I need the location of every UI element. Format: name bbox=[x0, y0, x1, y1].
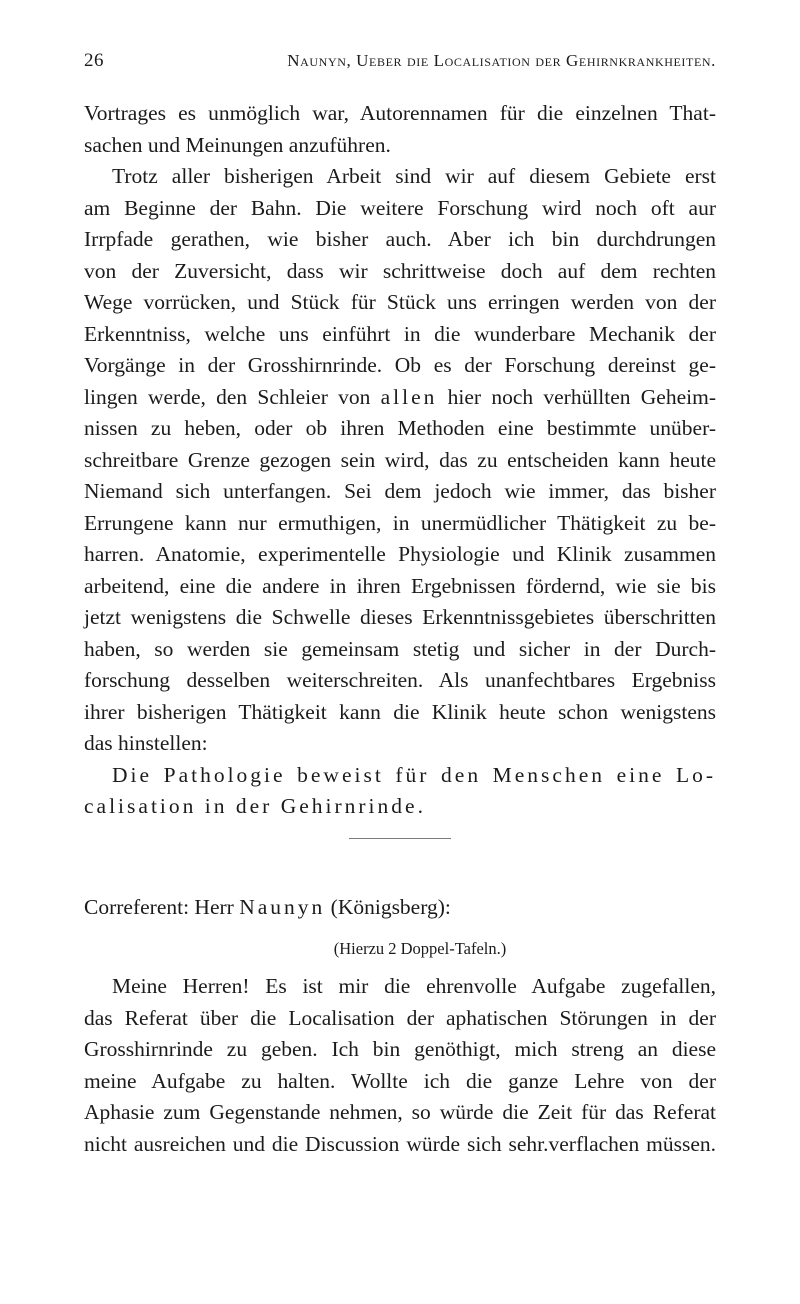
text-line: meine Aufgabe zu halten. Wollte ich die ganze Lehre von der bbox=[84, 1068, 716, 1093]
emphasized-line: calisation in der Gehirnrinde. bbox=[84, 794, 426, 818]
text-line: Aphasie zum Gegenstande nehmen, so würde die Zeit für das Referat bbox=[84, 1100, 716, 1124]
text-line: Errungene kann nur ermuthigen, in unermüdlicher Thätigkeit zu be- bbox=[84, 510, 716, 535]
text-line: das Referat über die Localisation der aphatischen Störungen in der bbox=[84, 1005, 716, 1030]
text-line: Grosshirnrinde zu geben. Ich bin genöthigt, mich streng an diese bbox=[84, 1037, 716, 1061]
text-line: Wege vorrücken, und Stück für Stück uns erringen werden von der bbox=[84, 290, 716, 314]
speaker-name: Naunyn bbox=[239, 895, 326, 919]
text-line: haben, so werden sie gemeinsam stetig und sicher in der Durch- bbox=[84, 636, 716, 661]
body-text-section-1 bbox=[84, 98, 716, 823]
text-fragment: hier noch verhüllten Geheim- bbox=[447, 384, 716, 409]
text-line: sachen und Meinungen anzuführen. bbox=[84, 132, 391, 157]
text-line: Niemand sich unterfangen. Sei dem jedoch wie immer, das bisher bbox=[84, 479, 716, 503]
running-title: Naunyn, Ueber die Localisation der Gehirnkrankheiten. bbox=[287, 51, 716, 70]
text-line: Vortrages es unmöglich war, Autorennamen für die einzelnen That- bbox=[84, 101, 716, 125]
text-line: arbeitend, eine die andere in ihren Ergebnissen fördernd, wie sie bis bbox=[84, 573, 716, 598]
correferent-heading bbox=[84, 892, 716, 924]
heading-line bbox=[84, 892, 716, 924]
text-fragment: lingen werde, den Schleier von bbox=[84, 384, 371, 409]
text-line: Erkenntniss, welche uns einführt in die wunderbare Mechanik der bbox=[84, 321, 716, 346]
text-line: Meine Herren! Es ist mir die ehrenvolle Aufgabe zugefallen, bbox=[112, 974, 716, 998]
text-line: nissen zu heben, oder ob ihren Methoden eine bestimmte unüber- bbox=[84, 416, 716, 440]
text-line: schreitbare Grenze gezogen sein wird, das zu entscheiden kann heute bbox=[84, 447, 716, 472]
page-number: 26 bbox=[84, 50, 104, 71]
text-line: von der Zuversicht, dass wir schrittweise doch auf dem rechten bbox=[84, 258, 716, 283]
text-line: jetzt wenigstens die Schwelle dieses Erkenntnissgebietes überschritten bbox=[84, 605, 716, 629]
text-line bbox=[84, 382, 716, 414]
section-divider bbox=[349, 838, 451, 839]
text-line: Vorgänge in der Grosshirnrinde. Ob es der Forschung dereinst ge- bbox=[84, 353, 716, 377]
text-line: Irrpfade gerathen, wie bisher auch. Aber ich bin durchdrungen bbox=[84, 227, 716, 251]
text-line: forschung desselben weiterschreiten. Als unanfechtbares Ergebniss bbox=[84, 668, 716, 692]
heading-prefix: Correferent: Herr bbox=[84, 895, 240, 919]
text-line: ihrer bisherigen Thätigkeit kann die Klinik heute schon wenigstens bbox=[84, 699, 716, 724]
text-line: am Beginne der Bahn. Die weitere Forschung wird noch oft aur bbox=[84, 195, 716, 220]
text-line: harren. Anatomie, experimentelle Physiologie und Klinik zusammen bbox=[84, 542, 716, 566]
running-header bbox=[84, 50, 716, 78]
text-line: nicht ausreichen und die Discussion würde sich sehr.verflachen müssen. bbox=[84, 1131, 716, 1156]
plates-note: (Hierzu 2 Doppel-Tafeln.) bbox=[333, 939, 507, 958]
text-line: das hinstellen: bbox=[84, 731, 208, 755]
body-text-section-2 bbox=[84, 971, 716, 1160]
heading-suffix: (Königsberg): bbox=[325, 895, 451, 919]
emphasized-line: Die Pathologie beweist für den Menschen eine Lo- bbox=[112, 762, 716, 787]
text-line: Trotz aller bisherigen Arbeit sind wir auf diesem Gebiete erst bbox=[112, 164, 716, 188]
emphasized-word: allen bbox=[380, 384, 438, 409]
